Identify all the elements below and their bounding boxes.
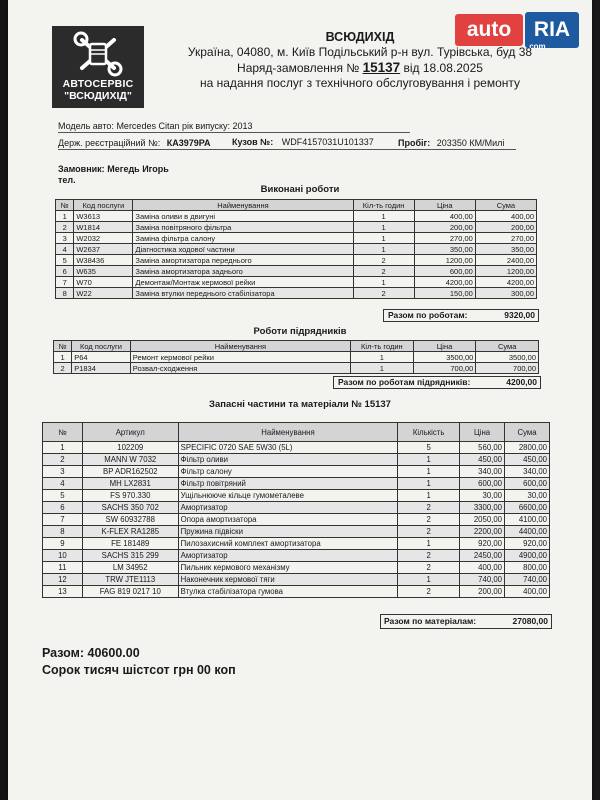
vehicle-reg-row <box>58 138 210 148</box>
vehicle-model-row <box>58 121 253 131</box>
table-cell: 3500,00 <box>476 352 539 363</box>
table-cell: FE 181489 <box>82 538 178 550</box>
works-header-row <box>56 200 537 211</box>
table-row <box>56 222 537 233</box>
table-cell: 2 <box>353 288 414 299</box>
watermark-ria: RIA <box>525 12 579 48</box>
col-code: Код послуги <box>72 341 131 352</box>
table-cell: Опора амортизатора <box>178 514 398 526</box>
customer-name: Мегедь Игорь <box>107 164 169 174</box>
table-cell: 1 <box>398 454 460 466</box>
model-label: Модель авто: <box>58 121 114 131</box>
col-hours: Кіл-ть годин <box>353 200 414 211</box>
table-cell: 400,00 <box>475 211 536 222</box>
table-row <box>43 442 550 454</box>
table-cell: 1 <box>353 233 414 244</box>
table-cell: 270,00 <box>475 233 536 244</box>
table-row <box>43 526 550 538</box>
col-code: Код послуги <box>74 200 133 211</box>
model-underline <box>58 132 410 133</box>
body-value: WDF4157031U101337 <box>281 137 374 147</box>
table-cell: 2 <box>56 222 74 233</box>
company-address: Україна, 04080, м. Київ Подільський р-н вул. Турівська, буд 38 <box>187 45 533 59</box>
table-cell: 5 <box>56 255 74 266</box>
table-cell: Розвал-сходження <box>130 363 350 374</box>
table-cell: 200,00 <box>414 222 475 233</box>
table-cell: 8 <box>43 526 83 538</box>
table-cell: Заміна втулки переднього стабілізатора <box>133 288 353 299</box>
col-sum: Сума <box>475 200 536 211</box>
table-row <box>54 352 539 363</box>
parts-title: Запасні частини та матеріали № 15137 <box>209 399 391 410</box>
table-cell: 2 <box>398 586 460 598</box>
table-cell: 4200,00 <box>475 277 536 288</box>
table-cell: Фільтр повітряний <box>178 478 398 490</box>
table-cell: 2 <box>43 454 83 466</box>
table-cell: 7 <box>56 277 74 288</box>
order-purpose: на надання послуг з технічного обслуговування і ремонту <box>200 76 520 90</box>
table-cell: 740,00 <box>505 574 550 586</box>
table-cell: 2050,00 <box>460 514 505 526</box>
table-cell: 1200,00 <box>414 255 475 266</box>
table-cell: 5 <box>398 442 460 454</box>
table-cell: Ремонт кермової рейки <box>130 352 350 363</box>
table-cell: 200,00 <box>475 222 536 233</box>
table-cell: W3613 <box>74 211 133 222</box>
table-cell: 920,00 <box>505 538 550 550</box>
table-cell: 2 <box>398 562 460 574</box>
table-cell: 4200,00 <box>414 277 475 288</box>
wrench-piston-icon <box>72 30 124 78</box>
reg-underline <box>58 149 516 150</box>
table-cell: 1 <box>398 574 460 586</box>
table-cell: 450,00 <box>460 454 505 466</box>
table-cell: 4 <box>56 244 74 255</box>
table-cell: K-FLEX RA1285 <box>82 526 178 538</box>
table-cell: 2800,00 <box>505 442 550 454</box>
vehicle-body-row <box>232 137 374 147</box>
table-cell: W70 <box>74 277 133 288</box>
table-cell: Заміна амортизатора заднього <box>133 266 353 277</box>
table-cell: 3 <box>56 233 74 244</box>
table-row <box>43 466 550 478</box>
table-cell: Наконечник кермової тяги <box>178 574 398 586</box>
works-total-value: 9320,00 <box>504 310 535 320</box>
table-cell: 600,00 <box>460 478 505 490</box>
table-cell: SACHS 315 299 <box>82 550 178 562</box>
parts-total-box <box>380 614 552 629</box>
col-hours: Кіл-ть годин <box>351 341 414 352</box>
table-cell: Пружина підвіски <box>178 526 398 538</box>
table-row <box>56 255 537 266</box>
table-row <box>54 363 539 374</box>
vehicle-mileage-row <box>398 138 504 148</box>
table-cell: 1 <box>43 442 83 454</box>
table-cell: 340,00 <box>460 466 505 478</box>
grand-total: Разом: 40600.00 <box>42 646 140 660</box>
table-cell: 740,00 <box>460 574 505 586</box>
table-cell: 700,00 <box>413 363 476 374</box>
col-sum: Сума <box>505 423 550 442</box>
company-logo <box>52 26 144 108</box>
table-cell: 9 <box>43 538 83 550</box>
table-cell: 560,00 <box>460 442 505 454</box>
works-title: Виконані роботи <box>260 184 340 195</box>
order-number: 15137 <box>362 60 401 75</box>
table-cell: P64 <box>72 352 131 363</box>
table-cell: 4100,00 <box>505 514 550 526</box>
model-value: Mercedes Citan рік випуску: 2013 <box>116 121 253 131</box>
works-table <box>55 199 537 299</box>
document-header <box>150 30 570 91</box>
company-name: ВСЮДИХІД <box>325 30 395 44</box>
reg-label: Держ. реєстраційний №: <box>58 138 161 148</box>
table-cell: 1 <box>54 352 72 363</box>
logo-line1: АВТОСЕРВІС <box>62 78 134 90</box>
parts-total-label: Разом по матеріалам: <box>384 616 477 626</box>
table-cell: W2032 <box>74 233 133 244</box>
table-cell: 1 <box>398 478 460 490</box>
table-cell: Фільтр салону <box>178 466 398 478</box>
table-cell: W38436 <box>74 255 133 266</box>
table-cell: W22 <box>74 288 133 299</box>
table-cell: 350,00 <box>475 244 536 255</box>
table-cell: 2450,00 <box>460 550 505 562</box>
order-prefix: Наряд-замовлення № <box>237 61 360 75</box>
table-cell: 400,00 <box>460 562 505 574</box>
customer-label: Замовник: <box>58 164 105 174</box>
table-cell: 270,00 <box>414 233 475 244</box>
table-cell: 350,00 <box>414 244 475 255</box>
table-cell: 1 <box>353 211 414 222</box>
table-cell: 1 <box>353 277 414 288</box>
table-cell: 4 <box>43 478 83 490</box>
body-label: Кузов №: <box>232 137 274 147</box>
table-cell: 700,00 <box>476 363 539 374</box>
table-row <box>43 502 550 514</box>
table-cell: 6600,00 <box>505 502 550 514</box>
table-cell: Пильник кермового механізму <box>178 562 398 574</box>
parts-total-value: 27080,00 <box>512 616 548 626</box>
table-cell: 7 <box>43 514 83 526</box>
col-sum: Сума <box>476 341 539 352</box>
table-cell: Заміна фільтра салону <box>133 233 353 244</box>
subworks-total-value: 4200,00 <box>506 377 537 387</box>
table-row <box>43 586 550 598</box>
table-row <box>56 277 537 288</box>
table-row <box>43 538 550 550</box>
table-cell: 150,00 <box>414 288 475 299</box>
table-cell: 10 <box>43 550 83 562</box>
table-cell: 2 <box>398 526 460 538</box>
table-cell: Амортизатор <box>178 502 398 514</box>
table-cell: W1814 <box>74 222 133 233</box>
table-cell: 6 <box>56 266 74 277</box>
table-cell: 1 <box>398 538 460 550</box>
col-name: Найменування <box>178 423 398 442</box>
table-cell: 3500,00 <box>413 352 476 363</box>
table-cell: 2 <box>398 514 460 526</box>
table-cell: 102209 <box>82 442 178 454</box>
table-cell: 8 <box>56 288 74 299</box>
subworks-table <box>53 340 539 374</box>
table-cell: LM 34952 <box>82 562 178 574</box>
customer-phone-label: тел. <box>58 175 76 185</box>
table-cell: 2 <box>398 550 460 562</box>
col-price: Ціна <box>414 200 475 211</box>
table-cell: Діагностика ходової частини <box>133 244 353 255</box>
table-cell: 600,00 <box>414 266 475 277</box>
col-name: Найменування <box>130 341 350 352</box>
table-cell: BP ADR162502 <box>82 466 178 478</box>
table-cell: FS 970.330 <box>82 490 178 502</box>
table-cell: Амортизатор <box>178 550 398 562</box>
table-cell: SPECIFIC 0720 SAE 5W30 (5L) <box>178 442 398 454</box>
mileage-label: Пробіг: <box>398 138 431 148</box>
table-cell: MANN W 7032 <box>82 454 178 466</box>
order-line <box>150 60 570 76</box>
table-cell: 2400,00 <box>475 255 536 266</box>
subworks-total-label: Разом по роботам підрядників: <box>338 377 471 387</box>
table-cell: 4900,00 <box>505 550 550 562</box>
parts-table <box>42 422 550 598</box>
table-row <box>43 574 550 586</box>
table-cell: 4400,00 <box>505 526 550 538</box>
table-row <box>43 514 550 526</box>
table-cell: Фільтр оливи <box>178 454 398 466</box>
table-cell: 1 <box>56 211 74 222</box>
table-row <box>43 550 550 562</box>
table-cell: 1200,00 <box>475 266 536 277</box>
works-total-box <box>383 309 539 322</box>
table-cell: 1 <box>351 363 414 374</box>
table-cell: 1 <box>351 352 414 363</box>
subworks-title: Роботи підрядників <box>253 326 347 337</box>
table-cell: 200,00 <box>460 586 505 598</box>
subworks-total-box <box>333 376 541 389</box>
table-cell: Ущільнююче кільце гумометалеве <box>178 490 398 502</box>
table-cell: 2 <box>398 502 460 514</box>
col-qty: Кількість <box>398 423 460 442</box>
table-cell: 400,00 <box>505 586 550 598</box>
table-cell: 2 <box>353 255 414 266</box>
grand-total-words: Сорок тисяч шістсот грн 00 коп <box>42 663 236 677</box>
table-cell: 30,00 <box>460 490 505 502</box>
table-row <box>56 211 537 222</box>
reg-value: КА3979РА <box>166 138 211 148</box>
col-article: Артикул <box>82 423 178 442</box>
table-cell: 13 <box>43 586 83 598</box>
order-date: від 18.08.2025 <box>403 61 483 75</box>
table-cell: 300,00 <box>475 288 536 299</box>
col-num: № <box>43 423 83 442</box>
table-cell: MH LX2831 <box>82 478 178 490</box>
table-cell: 2200,00 <box>460 526 505 538</box>
table-row <box>56 244 537 255</box>
logo-line2: "ВСЮДИХІД" <box>64 90 132 102</box>
table-cell: 12 <box>43 574 83 586</box>
table-cell: 11 <box>43 562 83 574</box>
mileage-value: 203350 КМ/Милі <box>436 138 505 148</box>
col-price: Ціна <box>413 341 476 352</box>
table-cell: 1 <box>353 244 414 255</box>
table-cell: TRW JTE1113 <box>82 574 178 586</box>
table-cell: 400,00 <box>414 211 475 222</box>
table-cell: Заміна повітряного фільтра <box>133 222 353 233</box>
table-cell: 450,00 <box>505 454 550 466</box>
table-cell: SW 60932788 <box>82 514 178 526</box>
works-total-label: Разом по роботам: <box>388 310 468 320</box>
table-cell: Демонтаж/Монтаж кермової рейки <box>133 277 353 288</box>
col-num: № <box>56 200 74 211</box>
table-row <box>56 288 537 299</box>
table-cell: 3 <box>43 466 83 478</box>
col-num: № <box>54 341 72 352</box>
parts-header-row <box>43 423 550 442</box>
table-cell: Заміна амортизатора переднього <box>133 255 353 266</box>
table-cell: SACHS 350 702 <box>82 502 178 514</box>
col-name: Найменування <box>133 200 353 211</box>
table-row <box>56 266 537 277</box>
customer-row <box>58 164 169 174</box>
table-row <box>56 233 537 244</box>
table-row <box>43 490 550 502</box>
table-cell: 6 <box>43 502 83 514</box>
table-cell: 340,00 <box>505 466 550 478</box>
table-cell: Пилозахисний комплект амортизатора <box>178 538 398 550</box>
watermark-auto: auto <box>455 14 523 46</box>
table-cell: 1 <box>353 222 414 233</box>
col-price: Ціна <box>460 423 505 442</box>
table-row <box>43 478 550 490</box>
table-cell: 920,00 <box>460 538 505 550</box>
table-cell: 3300,00 <box>460 502 505 514</box>
table-cell: 1 <box>398 490 460 502</box>
table-row <box>43 562 550 574</box>
table-cell: 2 <box>353 266 414 277</box>
table-cell: Втулка стабілізатора гумова <box>178 586 398 598</box>
table-cell: 30,00 <box>505 490 550 502</box>
table-cell: W635 <box>74 266 133 277</box>
watermark-suffix: .com <box>527 42 546 51</box>
table-cell: 1 <box>398 466 460 478</box>
table-cell: W2637 <box>74 244 133 255</box>
table-cell: Заміна оливи в двигуні <box>133 211 353 222</box>
table-cell: 800,00 <box>505 562 550 574</box>
table-cell: P1834 <box>72 363 131 374</box>
subworks-header-row <box>54 341 539 352</box>
table-cell: 2 <box>54 363 72 374</box>
table-cell: FAG 819 0217 10 <box>82 586 178 598</box>
table-cell: 600,00 <box>505 478 550 490</box>
table-row <box>43 454 550 466</box>
table-cell: 5 <box>43 490 83 502</box>
